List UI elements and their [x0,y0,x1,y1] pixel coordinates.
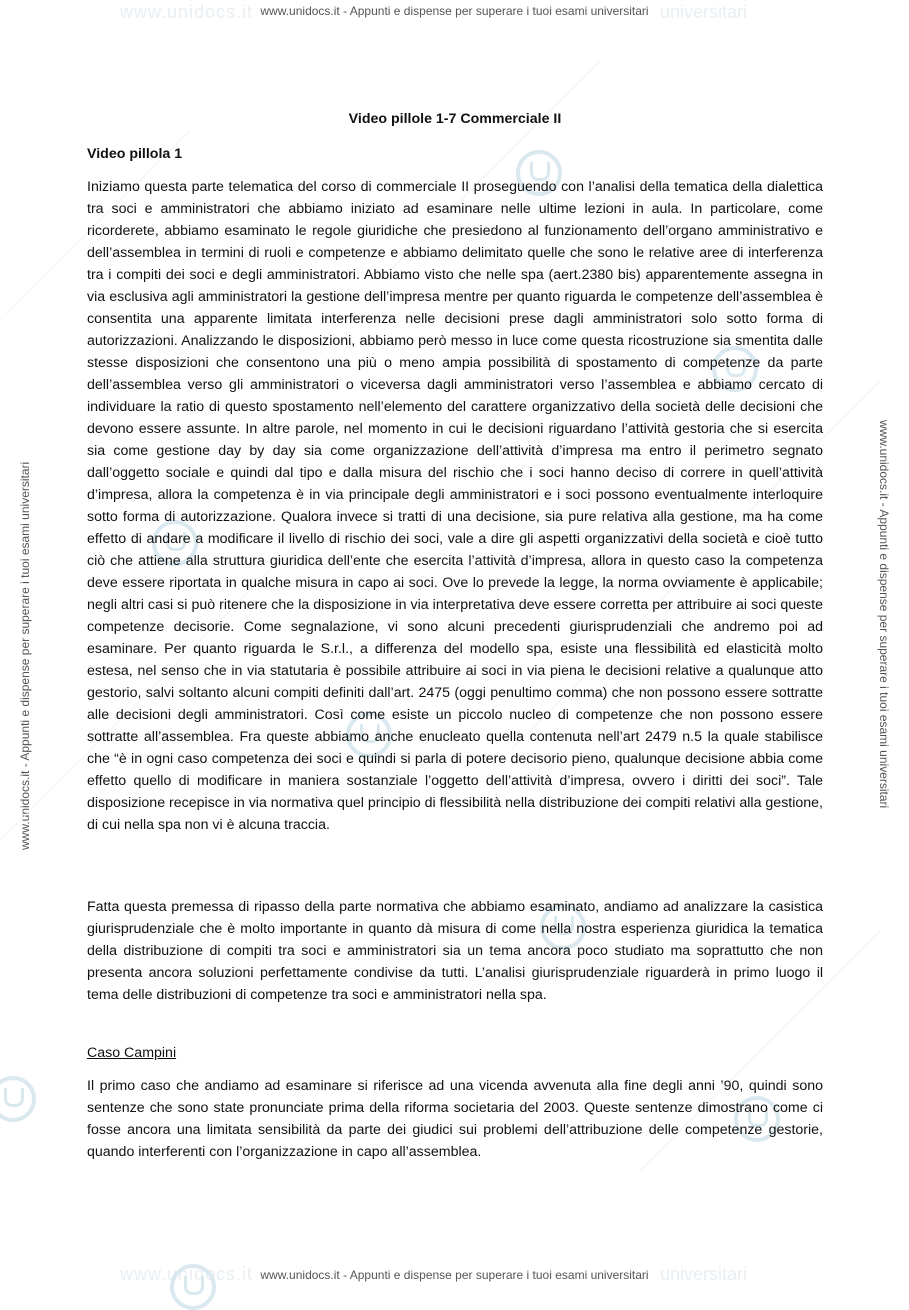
case-paragraph: Il primo caso che andiamo ad esaminare si riferisce ad una vicenda avvenuta alla fine degli anni ’90, quindi sono sentenze che sono state pronunciate prima della riforma societaria del 2003. Queste sentenze dimostrano come ci fosse ancora una limitata sensibilità da parte dei giudici sui problemi dell’attribuzione delle competenze gestorie, quando interferenti con l’organizzazione in capo all’assemblea. [87,1078,823,1160]
unidocs-logo-icon [170,1264,216,1310]
paragraph-1: Iniziamo questa parte telematica del corso di commerciale II proseguendo con l’analisi della tematica della dialettica tra soci e amministratori che abbiamo iniziato ad esaminare nelle ultime lezioni in aula. In particolare, come ricorderete, abbiamo esaminato le regole giuridiche che presiedono al funzionamento dell’organo amministrativo e dell’assemblea in termini di ruoli e competenze e abbiamo delimitato quelle che sono le relative aree di interferenza tra i compiti dei soci e degli amministratori. Abbiamo visto che nelle spa (aert.2380 bis) apparentemente assegna in via esclusiva agli amministratori la gestione dell’impresa mentre per quanto riguarda le competenze dell’assemblea è consentita una apparente limitata interferenza nelle decisioni prese dagli amministratori solo sotto forma di autorizzazioni. Analizzando le disposizioni, abbiamo però messo in luce come questa ricostruzione sia smentita dalle stesse disposizioni che consentono una più o meno ampia possibilità di spostamento di competenze da parte dell’assemblea verso gli amministratori o viceversa dagli amministratori verso l’assemblea e abbiamo cercato di individuare la ratio di questo spostamento nell’elemento del carattere organizzativo della società delle decisioni che devono essere assunte. In altre parole, nel momento in cui le decisioni riguardano l’attività gestoria che si esercita sia come gestione day by day sia come organizzazione dell’attività d’impresa ma entro il perimetro segnato dall’oggetto sociale e quindi dal tipo e dalla misura del rischio che i soci hanno deciso di correre in quell’attività d’impresa, allora la competenza è in via principale degli amministratori e i soci possono eventualmente interloquire sotto forma di autorizzazione. Qualora invece si tratti di una decisione, sia pure relativa alla gestione, ma ha come effetto di andare a modificare il livello di rischio dei soci, vale a dire gli aspetti organizzativi della società e cioè tutto ciò che attiene alla struttura giuridica dell’ente che esercita l’attività d’impresa, allora in questo caso la competenza deve essere riportata in qualche misura in capo ai soci. Ove lo prevede la legge, la norma ovviamente è applicabile; negli altri casi si può ritenere che la disposizione in via interpretativa deve essere corretta per attribuire ai soci queste competenze decisorie. Come segnalazione, vi sono alcuni precedenti giurisprudenziali che andremo poi ad esaminare. Per quanto riguarda le S.r.l., a differenza del modello spa, esiste una flessibilità ed elasticità molto estesa, nel senso che in via statutaria è possibile attribuire ai soci in via piena le decisioni relative a qualunque atto gestorio, salvi soltanto alcuni compiti definiti dall’art. 2475 (oggi penultimo comma) che non possono essere sottratte alle decisioni degli amministratori. Così come esiste un piccolo nucleo di competenze che non possono essere sottratte all’assemblea. Fra queste abbiamo anche enucleato quella contenuta nell’art 2479 n.5 la quale stabilisce che “è in ogni caso competenza dei soci e quindi si parla di potere decisorio pieno, qualunque decisione abbia come effetto quello di modificare in maniera sostanziale l’oggetto dell’attività d’impresa, ovvero i diritti dei soci”. Tale disposizione recepisce in via normativa quel principio di flessibilità nella distribuzione dei compiti relativi alla gestione, di cui nella spa non vi è alcuna traccia. [87,179,823,833]
watermark-ghost-header-right: universitari [660,2,748,22]
case-heading: Caso Campini [87,1045,177,1061]
watermark-right-vertical: www.unidocs.it - Appunti e dispense per superare i tuoi esami universitari [877,420,891,809]
watermark-left-vertical: www.unidocs.it - Appunti e dispense per superare i tuoi esami universitari [18,461,32,850]
unidocs-logo-icon [0,1076,36,1122]
section-heading: Video pillola 1 [87,146,183,162]
paragraph-2: Fatta questa premessa di ripasso della parte normativa che abbiamo esaminato, andiamo ad analizzare la casistica giurisprudenziale che è molto importante in quanto dà misura di come nella nostra esperienza giuridica la tematica della distribuzione di compiti tra soci e amministratori sia un tema ancora poco studiato ma soprattutto che non presenta ancora soluzioni perfettamente condivise da tutti. L’analisi giurisprudenziale riguarderà in primo luogo il tema delle distribuzioni di competenze tra soci e amministratori nella spa. [87,899,823,1003]
watermark-footer: www.unidocs.it - Appunti e dispense per superare i tuoi esami universitari [260,1268,649,1282]
document-title: Video pillole 1-7 Commerciale II [348,111,562,127]
watermark-ghost-footer-left: www.unidocs.it [120,1264,254,1284]
watermark-header: www.unidocs.it - Appunti e dispense per superare i tuoi esami universitari [260,4,649,18]
watermark-ghost-footer-right: universitari [660,1264,748,1284]
watermark-ghost-header-left: www.unidocs.it [120,2,254,22]
